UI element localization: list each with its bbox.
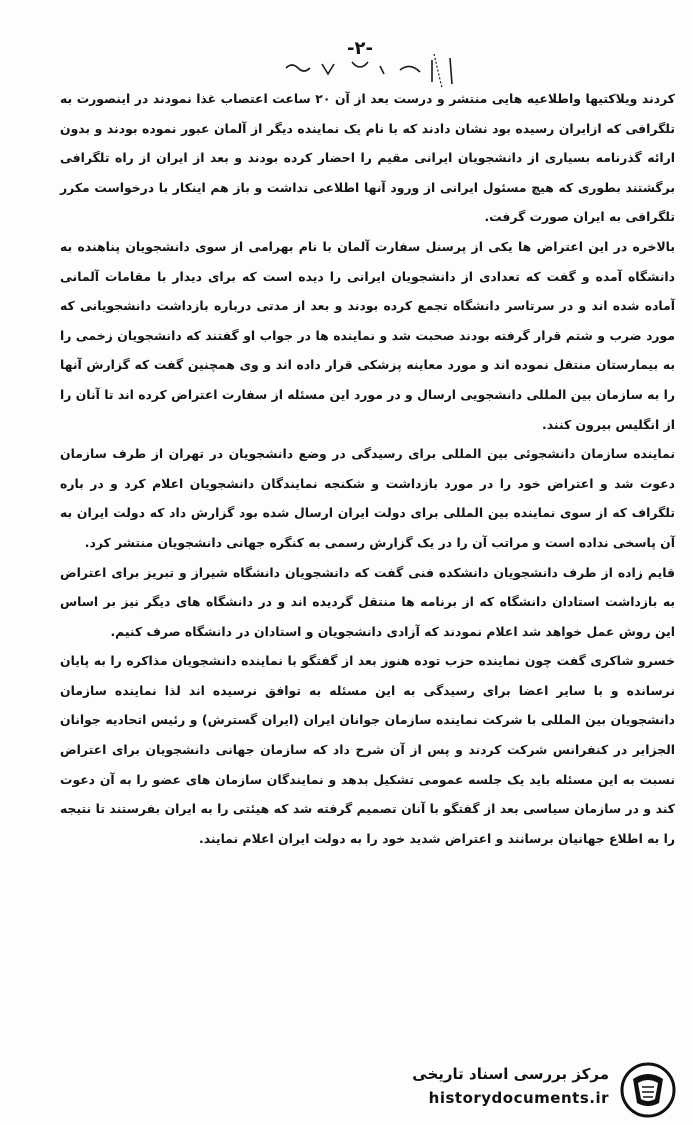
paragraph-5: خسرو شاکری گفت چون نماینده حزب توده هنوز بعد از گفتگو با نماینده دانشجویان مذاکره را به پایان نرسانده و با سایر اعضا برای رسیدگی به این مسئله به توافق نرسیده اند لذا نماینده سازمان دانشجویان بین المللی با شرکت نماینده سازمان جوانان ایران (ایران گسترش) و رئیس اتحادیه جوانان الجزایر در کنفرانس شرکت کردند و پس از آن شرح داد که سازمان جهانی دانشجویان برای اعتراض نسبت به این مسئله باید یک جلسه عمومی تشکیل بدهد و نمایندگان سازمان های عضو را به آن دعوت کند و در سازمان سیاسی بعد از گفتگو با آنان تصمیم گرفته شد که هیئتی را به ایران بفرستند تا نتیجه را به اطلاع جهانیان برسانند و اعتراض شدید خود را به دولت ایران اعلام نمایند. xyxy=(60,653,675,846)
paragraph-2: بالاخره در این اعتراض ها یکی از پرسنل سفارت آلمان با نام بهرامی از سوی دانشجویان پناهنده به دانشگاه آمده و گفت که تعدادی از دانشجویان ایرانی را دیده است که برای دیدار با مقامات آلمانی آماده شده اند و در سرتاسر دانشگاه تجمع کرده بودند و بعد از مدتی درباره بازداشت دانشجویانی که مورد ضرب و شتم قرار گرفته بودند صحبت شد و نماینده ها در جواب او گفتند که دانشجویان زخمی را به بیمارستان منتقل نموده اند و مورد معاینه پزشکی قرار داده اند و وی همچنین گفت که گزارش آنها را به سازمان بین المللی دانشجویی ارسال و در مورد این مسئله از سفارت اعتراض کرده اند تا آنان را از انگلیس بیرون کنند. xyxy=(60,238,675,432)
page-number: -۲- xyxy=(347,38,373,59)
paragraph-3: نماینده سازمان دانشجوئی بین المللی برای رسیدگی در وضع دانشجویان در تهران از طرف سازمان دعوت شد و اعتراض خود را در مورد بازداشت و شکنجه نمایندگان دانشجویان اعلام کرد و در باره تلگراف که از سوی نماینده بین المللی برای دولت ایران ارسال شده بود گزارش داد که دولت ایران به آن پاسخی نداده است و مراتب آن را در یک گزارش رسمی به کنگره جهانی دانشجویان منتشر کرد. xyxy=(60,446,675,550)
watermark-url: historydocuments.ir xyxy=(428,1089,609,1107)
paragraph-4: قایم زاده از طرف دانشجویان دانشکده فنی گفت که دانشجویان دانشگاه شیراز و تبریز برای اعتراض به بازداشت استادان دانشگاه که از برنامه ها منتقل گردیده اند و در دانشگاه های دیگر نیز بر اساس این روش عمل خواهد شد اعلام نمودند که آزادی دانشجویان و استادان در دانشگاه صرف کنیم. xyxy=(60,564,675,639)
document-body xyxy=(60,84,675,1055)
paragraph-1: کردند ویلاکتیها واطلاعیه هایی منتشر و درست بعد از آن ۲۰ ساعت اعتصاب غذا نمودند در اینصورت به تلگرافی که ازایران رسیده بود نشان دادند که با نام یک نماینده دیگر از آلمان عبور نموده بودند و بدون ارائه گذرنامه بسیاری از دانشجویان ایرانی مقیم را احضار کرده بودند و بعد از ایران از راه تلگرافی برگشتند بطوری که هیچ مسئول ایرانی از ورود آنها اطلاعی نداشت و باز هم اینکار با درخواست مکرر تلگرافی به ایران صورت گرفت. xyxy=(60,91,675,225)
archive-watermark xyxy=(389,1061,679,1119)
archive-logo-icon xyxy=(617,1061,679,1119)
watermark-title: مرکز بررسی اسناد تاریخی xyxy=(412,1065,609,1083)
